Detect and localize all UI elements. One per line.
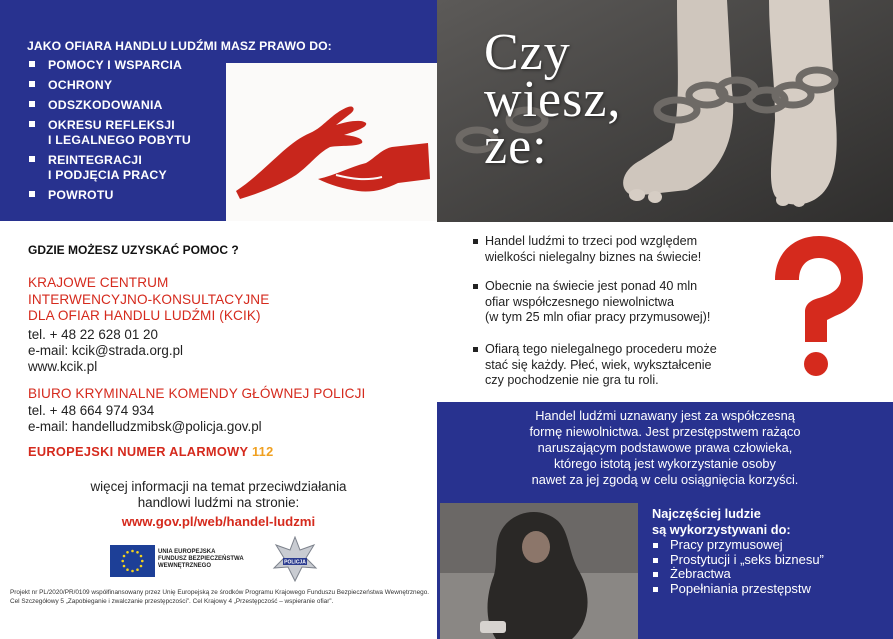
rights-section — [0, 0, 437, 221]
exploit-item — [650, 582, 824, 597]
bullet-icon — [653, 572, 658, 577]
emergency-number — [28, 444, 274, 459]
rights-item — [28, 58, 228, 73]
kcik-name: KRAJOWE CENTRUM INTERWENCYJNO-KONSULTACYJNE DLA OFIAR HANDLU LUDŹMI (KCIK) — [28, 275, 270, 323]
beggar-woman-photo — [440, 503, 638, 639]
bullet-icon — [29, 81, 35, 87]
emergency-value[interactable]: 112 — [251, 444, 274, 459]
rights-title: JAKO OFIARA HANDLU LUDŹMI MASZ PRAWO DO: — [27, 39, 332, 53]
fact-item — [485, 234, 785, 265]
gov-link[interactable]: www.gov.pl/web/handel-ludzmi — [121, 514, 316, 529]
bullet-icon — [29, 121, 35, 127]
fact-item — [485, 279, 785, 326]
rights-header-band — [226, 0, 437, 63]
exploit-item — [650, 553, 824, 568]
exploit-title: Najczęściej ludzie są wykorzystywani do: — [652, 506, 791, 537]
kcik-contacts — [28, 327, 183, 375]
help-title: GDZIE MOŻESZ UZYSKAĆ POMOC ? — [28, 243, 239, 257]
biuro-contacts — [28, 403, 262, 435]
rights-list — [28, 58, 228, 208]
fact-text: Handel ludźmi to trzeci pod względem wielkości nielegalny biznes na świecie! — [485, 234, 702, 264]
exploit-item — [650, 538, 824, 553]
fact-item — [485, 342, 785, 389]
rights-item — [28, 188, 228, 203]
emergency-label: EUROPEJSKI NUMER ALARMOWY — [28, 444, 249, 459]
bullet-icon — [473, 347, 478, 352]
headline-line: że: — [484, 118, 548, 175]
rights-item-label: POWROTU — [48, 188, 114, 202]
eu-flag-icon — [110, 545, 155, 577]
fact-text: Obecnie na świecie jest ponad 40 mln ofiar współczesnego niewolnictwa (w tym 25 mln ofiar pracy przymusowej)! — [485, 279, 711, 324]
headline-line: wiesz, — [484, 71, 622, 128]
helping-hands-illustration — [226, 63, 437, 221]
bullet-icon — [653, 558, 658, 563]
rights-item — [28, 78, 228, 93]
right-panel — [437, 0, 893, 639]
bullet-icon — [653, 543, 658, 548]
bullet-icon — [473, 239, 478, 244]
rights-item — [28, 98, 228, 113]
exploit-item-label: Prostytucji i „seks biznesu” — [670, 551, 824, 567]
rights-item — [28, 118, 228, 148]
biuro-email[interactable]: e-mail: handelludzmibsk@policja.gov.pl — [28, 419, 262, 434]
exploit-list — [650, 538, 824, 596]
rights-item-label: REINTEGRACJI I PODJĘCIA PRACY — [48, 153, 167, 182]
bullet-icon — [473, 284, 478, 289]
headline-line: Czy — [484, 24, 571, 81]
bullet-icon — [29, 156, 35, 162]
police-star-logo-icon — [272, 536, 318, 582]
left-panel — [0, 0, 437, 639]
more-info — [0, 479, 437, 530]
eu-logo-text: UNIA EUROPEJSKA FUNDUSZ BEZPIECZEŃSTWA WEWNĘTRZNEGO — [158, 549, 244, 569]
kcik-website[interactable]: www.kcik.pl — [28, 359, 98, 374]
police-logo-text: POLICJA — [284, 559, 306, 566]
exploit-item-label: Popełniania przestępstw — [670, 580, 811, 596]
rights-item — [28, 153, 228, 183]
rights-item-label: OCHRONY — [48, 78, 113, 92]
question-mark-head-icon — [767, 232, 867, 382]
exploit-item-label: Żebractwa — [670, 566, 731, 582]
more-info-text: więcej informacji na temat przeciwdziałania handlowi ludźmi na stronie: — [90, 479, 347, 510]
exploit-item-label: Pracy przymusowej — [670, 537, 783, 552]
statement-text: Handel ludźmi uznawany jest za współczesną formę niewolnictwa. Jest przestępstwem rażąco naruszającym podstawowe prawa człowieka, którego istotą jest wykorzystanie osoby nawet za jej zgodą w celu osiągnięcia korzyści. — [529, 408, 801, 487]
headline — [484, 24, 622, 175]
fact-text: Ofiarą tego nielegalnego procederu może stać się każdy. Płeć, wiek, wykształcenie czy pochodzenie nie gra tu roli. — [485, 342, 717, 387]
rights-item-label: ODSZKODOWANIA — [48, 98, 163, 112]
kcik-phone[interactable]: tel. + 48 22 628 01 20 — [28, 327, 158, 342]
bullet-icon — [653, 587, 658, 592]
rights-item-label: POMOCY I WSPARCIA — [48, 58, 183, 72]
exploit-item — [650, 567, 824, 582]
statement-box — [437, 402, 893, 503]
bullet-icon — [29, 191, 35, 197]
biuro-phone[interactable]: tel. + 48 664 974 934 — [28, 403, 155, 418]
kcik-email[interactable]: e-mail: kcik@strada.org.pl — [28, 343, 183, 358]
bullet-icon — [29, 61, 35, 67]
rights-item-label: OKRESU REFLEKSJI I LEGALNEGO POBYTU — [48, 118, 191, 147]
bullet-icon — [29, 101, 35, 107]
funding-footnote: Projekt nr PL/2020/PR/0109 współfinansowany przez Unię Europejską ze środków Programu Krajowego Funduszu Bezpieczeństwa Wewnętrznego. Cel Szczegółowy 5 „Zapobieganie i zwalczanie przestępczości”. Cel Krajowy 4 „Przestępczość – wspieranie ofiar”. — [10, 589, 430, 605]
biuro-name: BIURO KRYMINALNE KOMENDY GŁÓWNEJ POLICJI — [28, 386, 366, 401]
